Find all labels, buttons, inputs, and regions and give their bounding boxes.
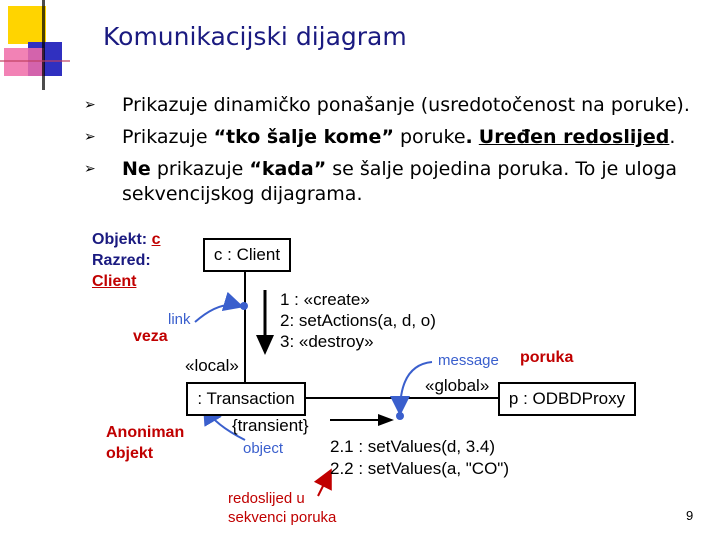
bullet-2-dot: .: [465, 126, 473, 148]
bullet-3-line2: sekvencijskog dijagrama.: [122, 183, 363, 205]
message-2: 2: setActions(a, d, o): [280, 311, 436, 330]
bullet-3-end: se šalje pojedina poruka. To je uloga: [326, 158, 678, 180]
anoniman-label: Anoniman: [106, 424, 185, 441]
sekvenci-label: sekvenci poruka: [228, 509, 337, 526]
page-title: Komunikacijski dijagram: [103, 22, 407, 51]
bullet-1: Prikazuje dinamičko ponašanje (usredotočenost na poruke).: [122, 94, 690, 116]
veza-label: veza: [133, 328, 168, 345]
global-stereotype: «global»: [425, 376, 490, 395]
bullet-3-bold2: “kada”: [249, 158, 327, 180]
proxy-box: p : ODBDProxy: [498, 382, 636, 416]
message-2-2: 2.2 : setValues(a, "CO"): [330, 459, 509, 478]
arrow-bullet-icon: ➢: [84, 129, 96, 145]
razred-label: Razred:: [92, 252, 151, 269]
objekt-value: c: [151, 231, 161, 248]
redoslijed-label: redoslijed u: [228, 490, 305, 507]
objekt-anon-label: objekt: [106, 445, 154, 462]
bullet-3-bold: Ne: [122, 158, 151, 180]
client-box: c : Client: [203, 238, 291, 272]
message-3: 3: «destroy»: [280, 332, 374, 351]
bullet-2-underline: Uređen redoslijed: [478, 126, 670, 148]
bullet-2-text: Prikazuje: [122, 126, 214, 148]
message-note: message: [438, 352, 499, 369]
object-note: object: [243, 440, 284, 457]
message-2-1: 2.1 : setValues(d, 3.4): [330, 437, 496, 456]
razred-value: Client: [92, 273, 137, 290]
transient-constraint: {transient}: [232, 416, 309, 435]
bullet-2-end: .: [669, 126, 676, 148]
bullet-3-mid: prikazuje: [150, 158, 250, 180]
arrow-bullet-icon: ➢: [84, 161, 96, 177]
transaction-box: : Transaction: [186, 382, 306, 416]
poruka-label: poruka: [520, 349, 574, 366]
link-note: link: [168, 311, 191, 328]
local-stereotype: «local»: [185, 356, 239, 375]
message-1: 1 : «create»: [280, 290, 370, 309]
objekt-text: Objekt:: [92, 231, 148, 248]
bullet-2-bold: “tko šalje kome”: [213, 126, 394, 148]
objekt-label: [92, 231, 160, 249]
bullet-2-mid: poruke: [393, 126, 466, 148]
page-number: 9: [686, 508, 694, 523]
arrow-bullet-icon: ➢: [84, 97, 96, 113]
